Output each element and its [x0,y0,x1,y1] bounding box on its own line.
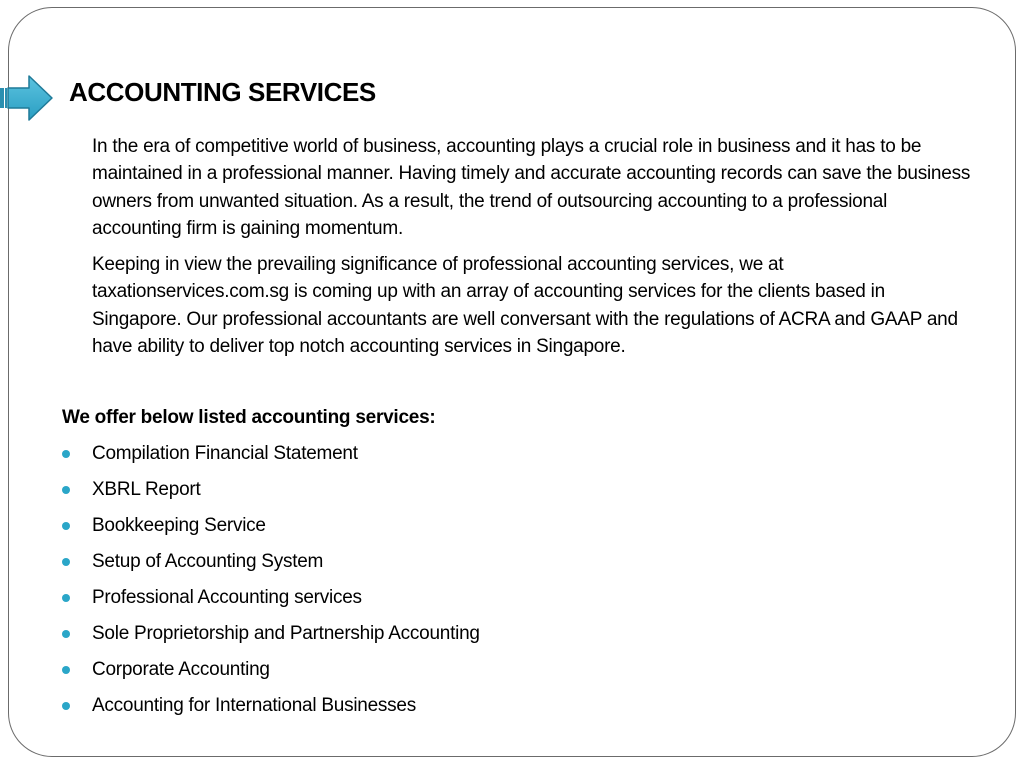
bullet-icon [62,594,70,602]
slide-title: ACCOUNTING SERVICES [69,77,376,107]
bullet-icon [62,450,70,458]
service-label: Corporate Accounting [92,659,270,680]
service-label: Sole Proprietorship and Partnership Accounting [92,623,480,644]
bullet-icon [62,702,70,710]
right-arrow-icon [0,74,54,122]
service-label: Professional Accounting services [92,587,362,608]
service-label: Accounting for International Businesses [92,695,417,716]
bullet-icon [62,666,70,674]
service-label: Compilation Financial Statement [92,443,358,464]
bullet-icon [62,522,70,530]
offer-heading: We offer below listed accounting services: [62,407,436,428]
bullet-icon [62,486,70,494]
service-label: Setup of Accounting System [92,551,324,572]
services-paragraph: Keeping in view the prevailing significance of professional accounting services, we at taxationservices.com.sg is coming up with an array of accounting services for the clients based in Singapore. Our professional accountants are well conversant with the regulations of ACRA and GAAP and have ability to deliver top notch accounting services in Singapore. [92,254,958,357]
bullet-icon [62,558,70,566]
service-label: Bookkeeping Service [92,515,266,536]
intro-paragraph: In the era of competitive world of business, accounting plays a crucial role in business and it has to be maintained in a professional manner. Having timely and accurate accounting records can save the business owners from unwanted situation. As a result, the trend of outsourcing accounting to a professional accounting firm is gaining momentum. [92,136,971,239]
service-label: XBRL Report [92,479,201,500]
bullet-icon [62,630,70,638]
